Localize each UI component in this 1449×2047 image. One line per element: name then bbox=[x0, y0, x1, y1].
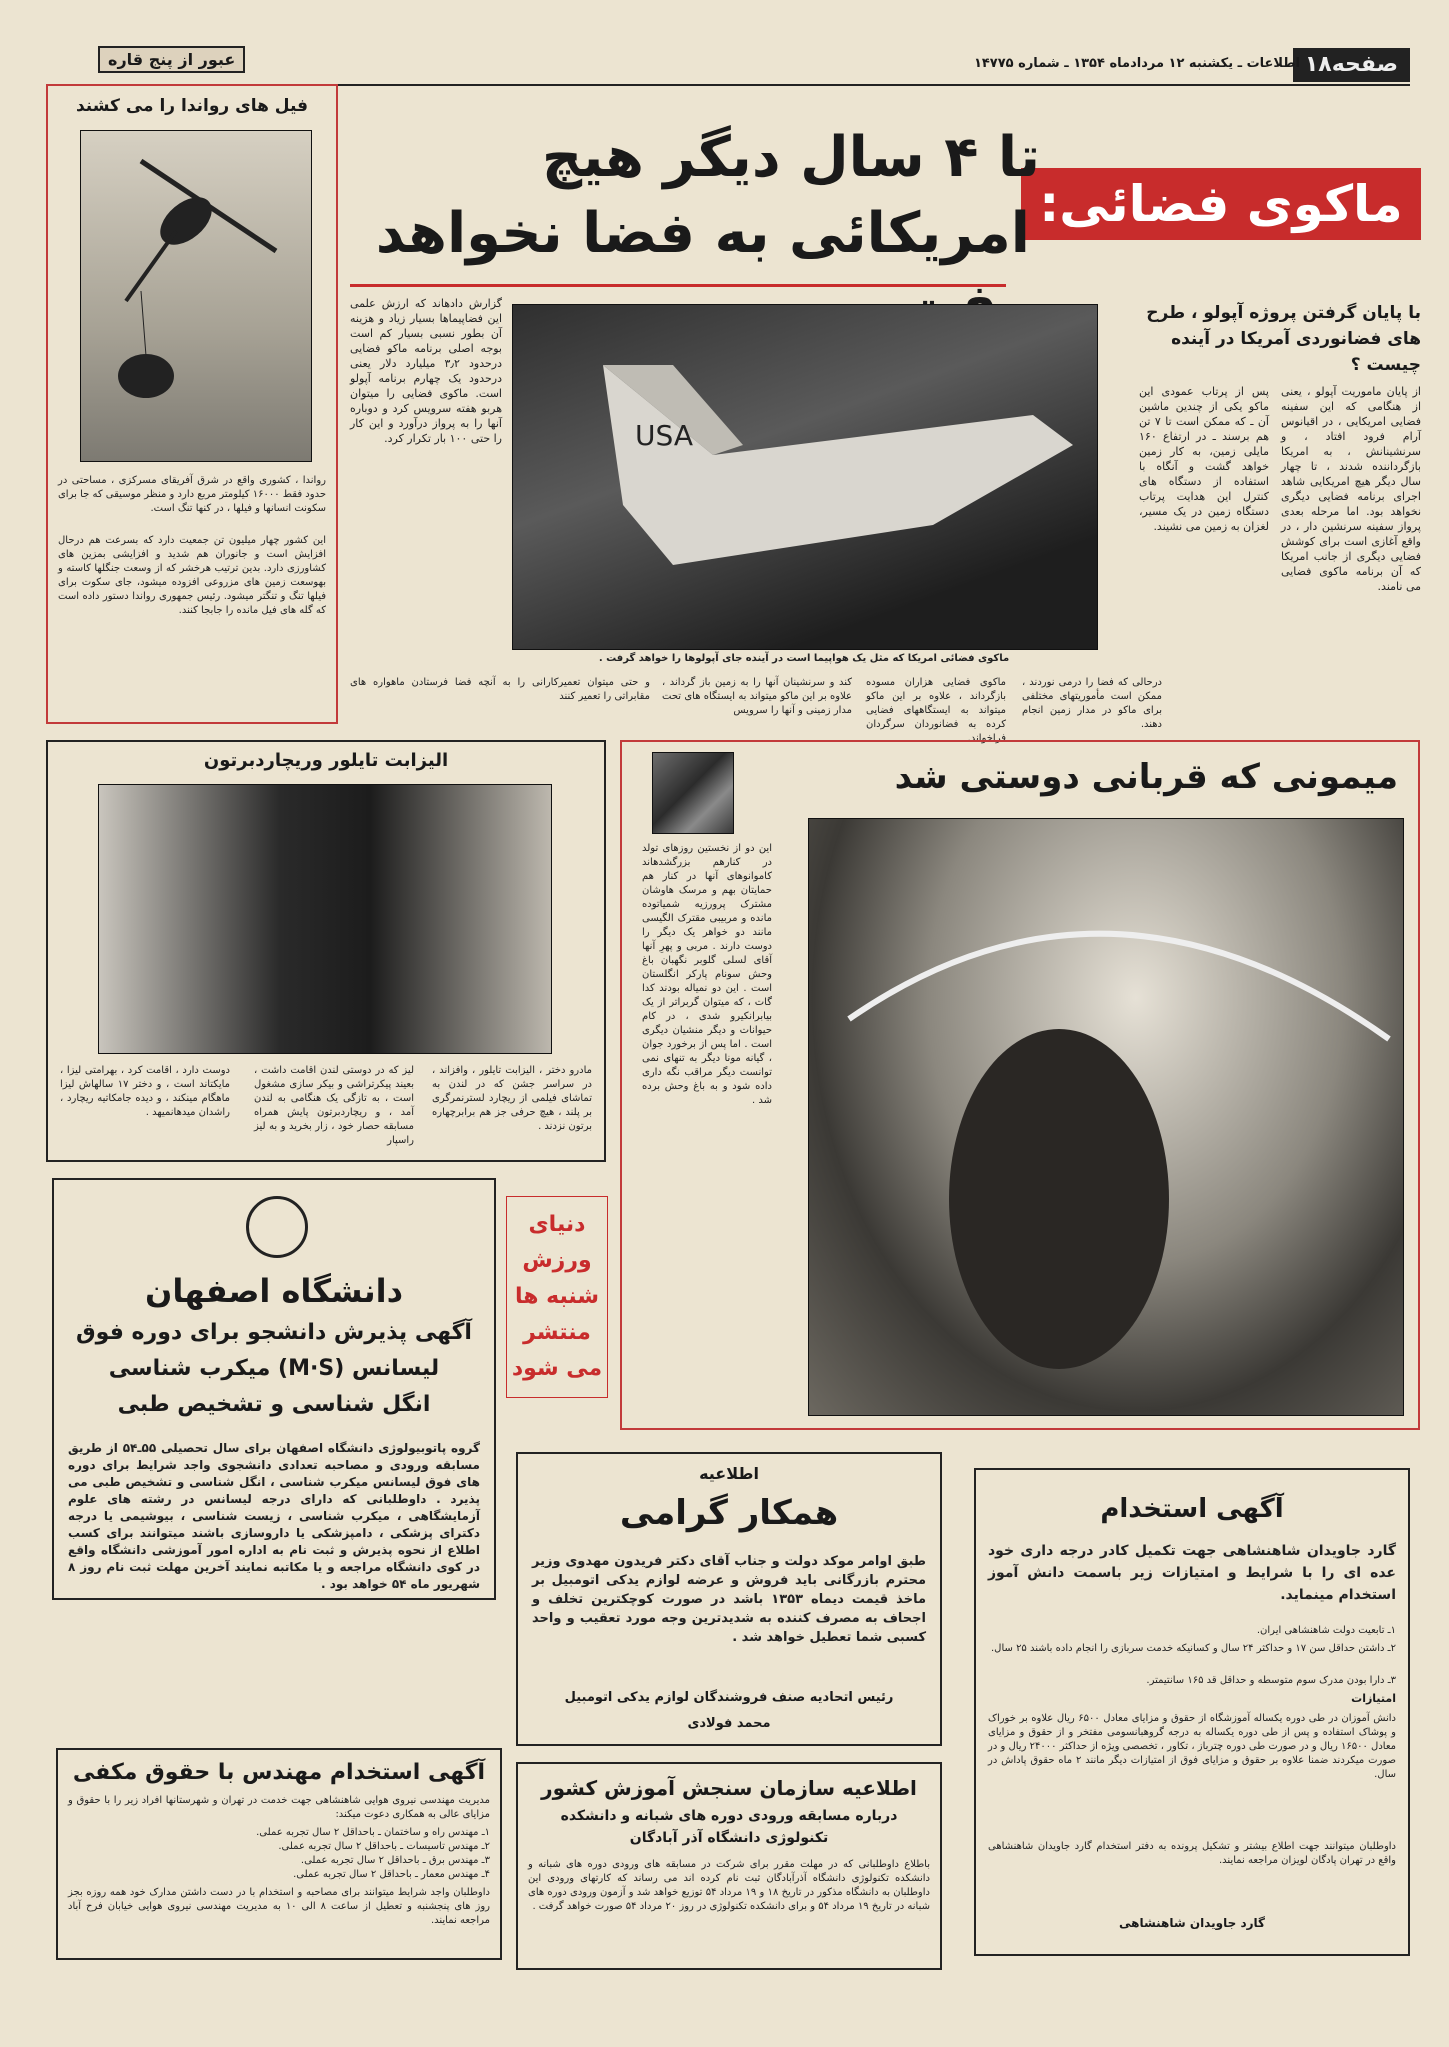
story-col-3: گزارش دادهاند که ارزش علمی این فضاپیماها بسیار زیاد و هزینه آن بطور نسبی بسیار کم است بوجه اصلی برنامه ماکو فضایی درحدود ۳٫۲ میلیارد دلار یعنی درحدود یک چهارم برنامه آپولو است. ماکوی فضایی را میتوان هربو هفته سرویس کرد و دوباره آنها را به پرواز درآورد و این کار را حتی ۱۰۰ بار تکرار کرد. bbox=[350, 297, 502, 445]
issue-line: اطلاعات ـ یکشنبه ۱۲ مردادماه ۱۳۵۴ ـ شماره ۱۴۷۷۵ bbox=[973, 56, 1300, 71]
shuttle-illustration bbox=[513, 305, 1097, 649]
space-shuttle-photo bbox=[512, 304, 1098, 650]
taylor-title: الیزابت تایلور وریچاردبرتون bbox=[203, 750, 449, 771]
sports-sidebar: دنیای ورزش شنبه ها منتشر می شود bbox=[506, 1196, 608, 1398]
taylor-caption-2: لیز که در دوستی لندن اقامت داشت ، بعیند پیکرتراشی و بیکر سازی مشغول است ، به تازگی یک هنگامی به لندن آمد ، و ریچاردبرتون پایش همراه مسابقه حصار خود ، زار بخرید و به لیز راسپار bbox=[254, 1065, 414, 1146]
rwanda-box bbox=[46, 84, 338, 724]
taylor-caption-1: مادرو دختر ، الیزابت تایلور ، وافزاند ، در سراسر جشن که در لندن به تماشای فیلمی از ریچارد لسترنمرگری بر پلند ، هیچ حرفی جز هم برابرچهاره برتون نزدند . bbox=[432, 1065, 592, 1132]
airforce-ad bbox=[56, 1748, 502, 1960]
guard-closing: داوطلبان میتوانند جهت اطلاع بیشتر و تشکیل پرونده به دفتر استخدام گارد جاویدان شاهنشاهی واقع در تهران پادگان لویزان مراجعه نمایند. bbox=[988, 1841, 1396, 1866]
exam-title: اطلاعیه سازمان سنجش آموزش کشور bbox=[541, 1776, 917, 1800]
guard-benefits: دانش آموزان در طی دوره یکساله آموزشگاه از حقوق و مزایای معادل ۶۵۰۰ ریال علاوه بر خوراک و پوشاک استفاده و پس از طی دوره یکساله به درجه گروهبانسومی مفتخر و از حقوق و مزایای معادل ۱۶۵۰۰ ریال و در صورت طی دوره چترباز ، تکاور ، تخصصی ویژه از حداکثر ۲۴۰۰۰ ریال و در صورت میکردند ضمنا علاوه بر حقوق و مزایای فوق از امتیازات دیگر مانند ۲ ماه حقوق پاداش در سال. bbox=[988, 1713, 1397, 1780]
story-col-2: پس از پرتاب عمودی این ماکو یکی از چندین ماشین آن ـ که ممکن است تا ۷ تن هم برسند ـ در ارتفاع ۱۶۰ مایلی زمین، به کار زمین خواهد گشت و آنگاه با استفاده از دستگاه های کنترل این هدایت پرتاب دستگاه زمین در یک مسیر، لغزان به زمین می نشیند. bbox=[1139, 385, 1269, 533]
airforce-item-4: ۴ـ مهندس معمار ـ باحداقل ۲ سال تجربه عملی. bbox=[293, 1869, 490, 1880]
monkey-umbrella-photo bbox=[808, 818, 1404, 1416]
notice-title: همکار گرامی bbox=[619, 1493, 839, 1533]
rwanda-title: فیل های رواندا را می کشند bbox=[75, 96, 309, 116]
headline-underline bbox=[350, 284, 1006, 287]
umbrella-illustration bbox=[809, 819, 1403, 1415]
isfahan-body: گروه پاتوبیولوژی دانشگاه اصفهان برای سال تحصیلی ۵۵ـ۵۴ از طریق مسابقه ورودی و مصاحبه تعدادی دانشجوی واجد شرایط برای دوره های فوق لیسانس میکرب شناسی ، انگل شناسی و تشخیص طبی می پذیرد . داوطلبانی که دارای درجه لیسانس در رشته های علوم آزمایشگاهی ، میکرب شناسی ، زیست شناسی ، بیوشیمی یا درجه دکترای پزشکی ، دامپزشکی یا داروسازی باشند میتوانند برای کسب اطلاع از نحوه پذیرش و ثبت نام به اداره امور آموزشی دانشگاه واقع در کوی دانشگاه مراجعه و یا مکاتبه نمایند آخرین مهلت ثبت نام روز ۸ شهریور ماه ۵۴ خواهد بود . bbox=[68, 1441, 480, 1591]
notice-label: اطلاعیه bbox=[699, 1464, 759, 1483]
guard-condition-3: ۳ـ دارا بودن مدرک سوم متوسطه و حداقل قد ۱۶۵ سانتیمتر. bbox=[1146, 1675, 1396, 1686]
notice-body: طبق اوامر موکد دولت و جناب آقای دکتر فریدون مهدوی وزیر محترم بازرگانی باید فروش و عرضه لوازم یدکی اتومبیل بر ماخذ قیمت دیماه ۱۳۵۳ باشد در صورت کوچکترین تخلف و اجحاف به مصرف کننده به شدیدترین وجه مورد تعقیب و واحد کسبی شما تعطیل خواهد شد . bbox=[532, 1554, 926, 1645]
isfahan-ad bbox=[52, 1178, 496, 1600]
isfahan-subtitle-1: آگهی پذیرش دانشجو برای دوره فوق bbox=[76, 1320, 472, 1345]
airforce-item-1: ۱ـ مهندس راه و ساختمان ـ باحداقل ۲ سال تجربه عملی. bbox=[256, 1827, 490, 1838]
page-number: صفحه۱۸ bbox=[1293, 48, 1410, 82]
guard-intro: گارد جاویدان شاهنشاهی جهت تکمیل کادر درجه داری خود عده ای را با شرایط و امتیازات زیر باسمت دانش آموز استخدام مینماید. bbox=[988, 1543, 1396, 1603]
guard-title: آگهی استخدام bbox=[1100, 1494, 1284, 1524]
isfahan-subtitle-2: لیسانس (M·S) میکرب شناسی bbox=[108, 1356, 440, 1381]
monkey-title: میمونی که قربانی دوستی شد bbox=[894, 757, 1398, 797]
svg-text:USA: USA bbox=[635, 419, 693, 452]
helicopter-illustration bbox=[81, 131, 311, 461]
notice-signature-1: رئیس اتحادیه صنف فروشندگان لوازم یدکی اتومبیل bbox=[564, 1690, 894, 1705]
story-bottom-col-1: درحالی که فضا را درمی نوردند ، ممکن است مأموریتهای مختلفی برای ماکو در مدار زمین انجام دهند. bbox=[1022, 677, 1162, 730]
isfahan-title: دانشگاه اصفهان bbox=[145, 1272, 403, 1310]
monkey-box bbox=[620, 740, 1420, 1430]
section-label: عبور از پنج قاره bbox=[98, 46, 245, 73]
page-header bbox=[100, 44, 1410, 86]
airforce-title: آگهی استخدام مهندس با حقوق مکفی bbox=[72, 1760, 486, 1785]
airforce-item-3: ۳ـ مهندس برق ـ باحداقل ۲ سال تجربه عملی. bbox=[300, 1855, 490, 1866]
guard-ad bbox=[974, 1468, 1410, 1956]
shuttle-caption: ماکوی فضائی امریکا که مثل یک هواپیما است در آینده جای آپولوها را خواهد گرفت . bbox=[598, 653, 1010, 664]
helicopter-photo bbox=[80, 130, 312, 462]
guard-signature: گارد جاویدان شاهنشاهی bbox=[1118, 1916, 1265, 1930]
story-headline-2: امریکائی به فضا نخواهد bbox=[375, 201, 1030, 266]
taylor-caption-3: دوست دارد ، اقامت کرد ، بهرامتی لیزا ، مایکتاند است ، و دختر ۱۷ سالهاش لیزا ماهگام مینکند ، و دیده جامکاتیه ریچارد ، راشدان میدهانمیهد . bbox=[60, 1065, 231, 1118]
exam-subtitle-1: درباره مسابقه ورودی دوره های شبانه و دانشکده bbox=[560, 1808, 898, 1824]
guard-benefits-label: امتیازات bbox=[1351, 1692, 1396, 1705]
exam-notice bbox=[516, 1762, 942, 1970]
notice-signature-2: محمد فولادی bbox=[687, 1716, 771, 1731]
rwanda-caption: رواندا ، کشوری واقع در شرق آفریقای مسرکزی ، مساحتی در حدود فقط ۱۶۰۰۰ کیلومتر مربع دارد و منظر موسیقی که جا برای سکونت انسانها و فیلها ، در کنها تنگ است. bbox=[57, 475, 326, 514]
exam-body: باطلاع داوطلبانی که در مهلت مقرر برای شرکت در مسابقه های ورودی دوره های شبانه و دانشکده تکنولوژی دانشگاه آذرآبادگان ثبت نام کرده اند می رساند که کارتهای ورودی این داوطلبان به دانشگاه مذکور در تاریخ ۱۸ و ۱۹ مرداد ۵۴ توزیع خواهد شد و آزمون ورودی دوره های شبانه در تاریخ ۱۹ مرداد ۵۴ و برای دانشکده تکنولوژی در روز ۲۰ مرداد ۵۴ صورت خواهد گرفت . bbox=[528, 1859, 930, 1912]
guard-condition-2: ۲ـ داشتن حداقل سن ۱۷ و حداکثر ۲۴ سال و کسانیکه خدمت سربازی را انجام داده باشند ۲۵ سال. bbox=[991, 1643, 1396, 1654]
monkey-body: این دو از نخستین روزهای تولد در کنارهم بزرگشدهاند کاموانوهای آنها در کنار هم حمایتان بهم و مرسک هاوشان مشترک پرورزیه شمیاتوده مانده و مربیبی مقترک الگیسی مانند دو خواهر یک دیگر را دوست دارند . مربی و پهرِ آنها آقای لسلی گلوبر نگهبان باغ وحش سونام پارکر انگلستان است . این دو نمیاله بودند کدا گات ، که میتوان گربراتر از یک بیابرانکیرو شدی ، در کام حیوانات و دیگر منشیان دیگری است . اما پس از برخورد جوان ، گیانه مونا دیگر به تنهای نمی توانست دیگر مراقب نگه داری داده شود و به باغ وحش برده شد . bbox=[642, 843, 772, 1106]
exam-subtitle-2: تکنولوژی دانشگاه آذر آبادگان bbox=[629, 1830, 829, 1846]
rwanda-body: این کشور چهار میلیون تن جمعیت دارد که بسرعت هم درحال افزایش است و جانوران هم شدید و افزایشی بمزین های کشاورزی دارد. بدین ترتیب هرخشر که از وسعت جنگلها کاسته و بهوسعت زمین های مزروعی افزوده میشود، جای سکوت برای فیلها تنگ و تنگتر میشود. رئیس جمهوری رواندا دستور داده است که گله های فیل مانده را جابجا کنند. bbox=[58, 535, 326, 616]
story-col-1: از پایان ماموریت آپولو ، یعنی از هنگامی که این سفینه فضایی امریکایی ، در اقیانوس آرام فرود افتاد ، و سرنشینانش ، به امریکا بازگرداننده شدند ، تا چهار سال دیگر هیچ امریکایی شاهد اجرای برنامه فضایی دیگری نخواهد بود. اما مرحله بعدی پرواز سفینه سرنشین دار ، در واقع آغازی است برای کوشش فضایی دیگری از جانب امریکا که آن برنامه ماکوی فضایی می نامند. bbox=[1281, 385, 1421, 593]
taylor-photo bbox=[98, 784, 552, 1054]
airforce-body: مدیریت مهندسی نیروی هوایی شاهنشاهی جهت خدمت در تهران و شهرستانها افراد زیر را با حقوق و مزایای عالی به همکاری دعوت میکند: bbox=[68, 1795, 490, 1820]
airforce-item-2: ۲ـ مهندس تاسیسات ـ باحداقل ۲ سال تجربه عملی. bbox=[278, 1841, 490, 1852]
story-kicker: ماکوی فضائی: bbox=[1021, 168, 1421, 240]
taylor-box bbox=[46, 740, 606, 1162]
monkey-small-photo bbox=[652, 752, 734, 834]
story-subhead: با پایان گرفتن پروژه آپولو ، طرح های فضانوردی آمریکا در آینده چیست ؟ bbox=[1146, 303, 1421, 375]
story-bottom-col-3: کند و سرنشینان آنها را به زمین باز گرداند ، علاوه بر این ماکو میتواند به ایستگاه های تحت مدار زمینی و آنها را سرویس bbox=[662, 677, 852, 716]
guard-condition-1: ۱ـ تابعیت دولت شاهنشاهی ایران. bbox=[1256, 1625, 1396, 1636]
story-bottom-col-2: ماکوی فضایی هزاران مسوده بازگرداند ، علاوه بر این ماکو میتواند به ایستگاههای فضایی کرده به فضانوردان سرگردان فراخواند. bbox=[866, 677, 1006, 744]
story-bottom-col-4: و حتی میتوان تعمیرکارانی را به آنچه فضا فرستادن ماهواره های مقابراتی را تعمیر کنند bbox=[350, 677, 650, 702]
university-seal-icon bbox=[246, 1196, 308, 1258]
isfahan-subtitle-3: انگل شناسی و تشخیص طبی bbox=[117, 1392, 431, 1417]
story-headline-1: تا ۴ سال دیگر هیچ bbox=[541, 125, 1040, 190]
airforce-closing: داوطلبان واجد شرایط میتوانند برای مصاحبه و استخدام با در دست داشتن مدارک خود همه روزه بجز روز های پنجشنبه و تعطیل از ساعت ۸ الی ۱۰ به مدیریت مهندسی نیروی هوایی خیابان فرح آباد مراجعه نمایند. bbox=[68, 1887, 490, 1926]
notice-box bbox=[516, 1452, 942, 1746]
